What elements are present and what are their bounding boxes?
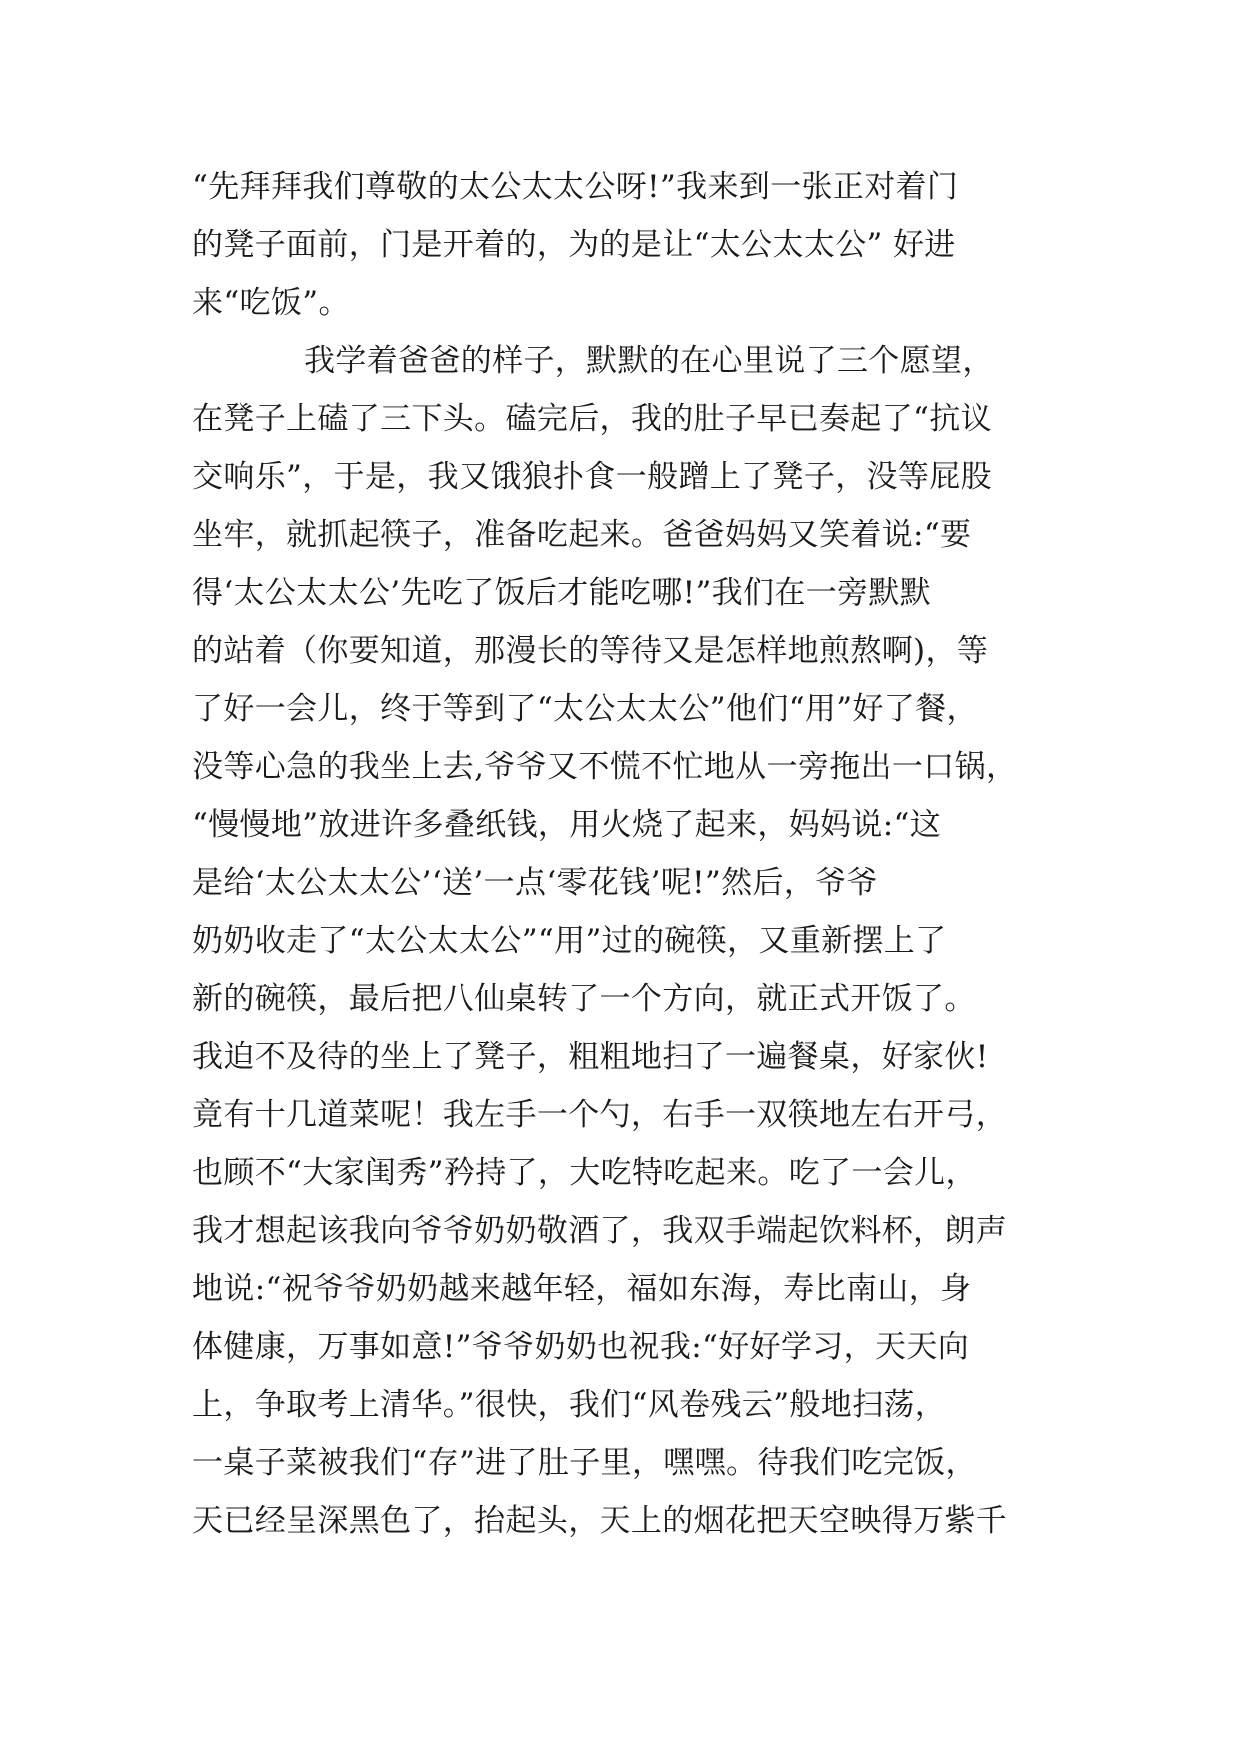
text-line: 也顾不“大家闺秀”矜持了，大吃特吃起来。吃了一会儿，: [192, 1155, 977, 1191]
text-line: 我才想起该我向爷爷奶奶敬酒了，我双手端起饮料杯，朗声: [192, 1213, 1008, 1249]
text-line: 的凳子面前，门是开着的，为的是让“太公太太公” 好进: [192, 227, 956, 263]
text-line: 奶奶收走了“太公太太公”“用”过的碗筷，又重新摆上了: [192, 923, 947, 959]
text-line: 坐牢，就抓起筷子，准备吃起来。爸爸妈妈又笑着说:“要: [192, 517, 972, 553]
text-line: 天已经呈深黑色了，抬起头，天上的烟花把天空映得万紫千: [192, 1503, 1008, 1539]
text-line: 得‘太公太太公’先吃了饭后才能吃哪!”我们在一旁默默: [192, 575, 932, 611]
text-line: 我迫不及待的坐上了凳子，粗粗地扫了一遍餐桌，好家伙!: [192, 1039, 989, 1075]
body-text: [192, 158, 1052, 1550]
text-line: 竟有十几道菜呢！我左手一个勺，右手一双筷地左右开弓，: [192, 1097, 1008, 1133]
text-line: 在凳子上磕了三下头。磕完后，我的肚子早已奏起了“抗议: [192, 401, 992, 437]
text-line: 交响乐”，于是，我又饿狼扑食一般蹭上了凳子，没等屁股: [192, 459, 992, 495]
text-line: 的站着（你要知道，那漫长的等待又是怎样地煎熬啊)，等: [192, 633, 989, 669]
text-line: “先拜拜我们尊敬的太公太太公呀!”我来到一张正对着门: [192, 169, 959, 205]
text-line: 是给‘太公太太公’‘送’一点‘零花钱’呢!”然后，爷爷: [192, 865, 878, 901]
text-line: 没等心急的我坐上去,爷爷又不慌不忙地从一旁拖出一口锅，: [192, 749, 1018, 785]
text-line-indented: 我学着爸爸的样子，默默的在心里说了三个愿望，: [304, 343, 994, 379]
text-line: 上，争取考上清华。”很快，我们“风卷残云”般地扫荡，: [192, 1387, 947, 1423]
text-line: 新的碗筷，最后把八仙桌转了一个方向，就正式开饭了。: [192, 981, 976, 1017]
text-line: 一桌子菜被我们“存”进了肚子里，嘿嘿。待我们吃完饭，: [192, 1445, 977, 1481]
text-line: “慢慢地”放进许多叠纸钱，用火烧了起来，妈妈说:“这: [192, 807, 942, 843]
text-line: 了好一会儿，终于等到了“太公太太公”他们“用”好了餐，: [192, 691, 978, 727]
text-line: 地说:“祝爷爷奶奶越来越年轻，福如东海，寿比南山，身: [192, 1271, 972, 1307]
text-line: 来“吃饭”。: [192, 285, 350, 321]
text-line: 体健康，万事如意!”爷爷奶奶也祝我:“好好学习，天天向: [192, 1329, 970, 1365]
